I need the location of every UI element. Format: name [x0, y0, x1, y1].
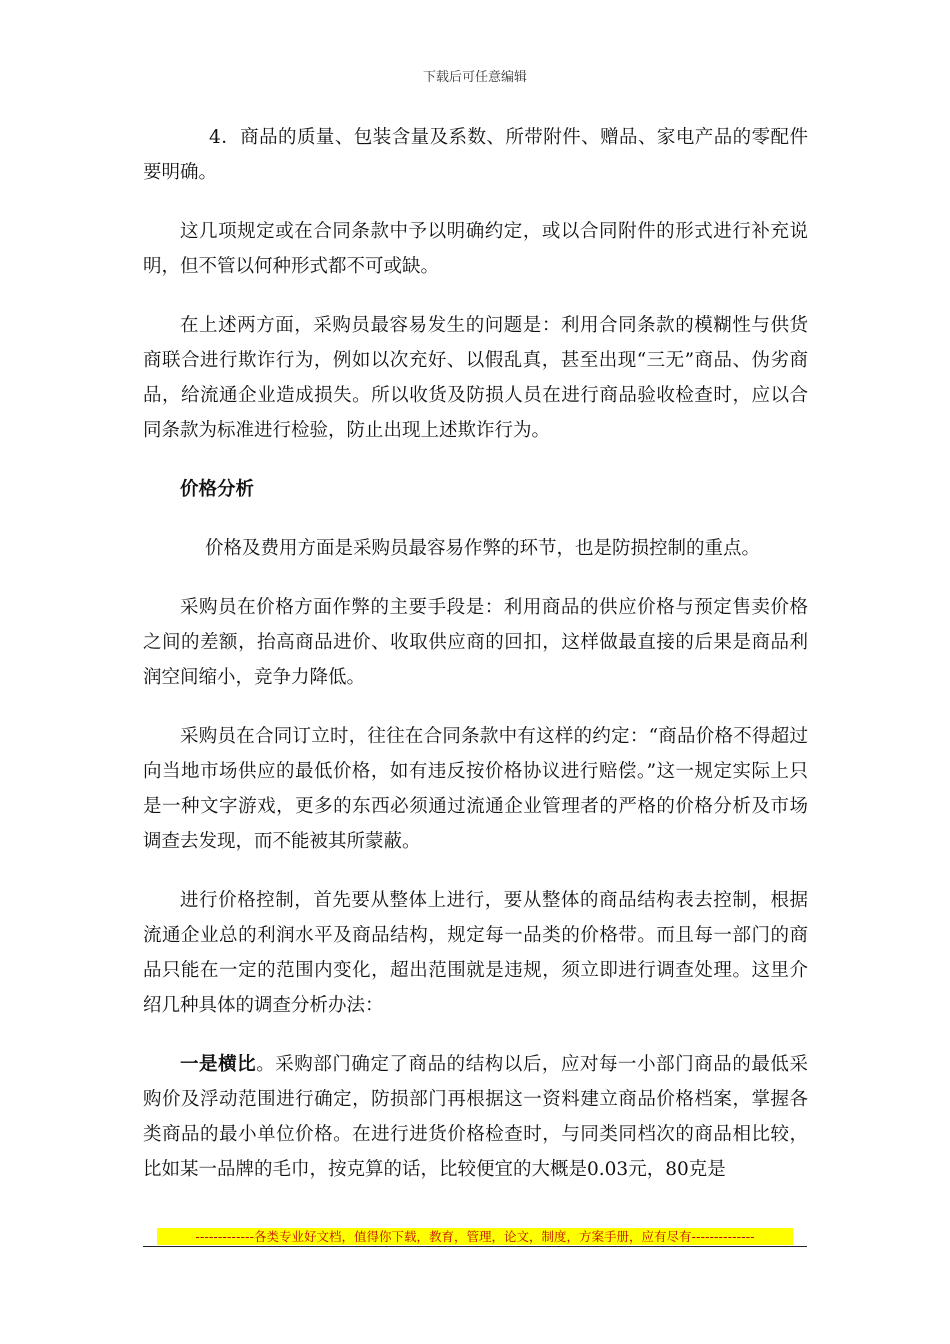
- paragraph-body-horizontal: 。采购部门确定了商品的结构以后，应对每一小部门商品的最低采购价及浮动范围进行确定，防损部门再根据这一资料建立商品价格档案，掌握各类商品的最小单位价格。在进行进货价格检查时，与同类同档次的商品相比较，比如某一品牌的毛巾，按克算的话，比较便宜的大概是0.03元，80克是: [143, 1054, 808, 1180]
- paragraph-price-fraud-means: 采购员在价格方面作弊的主要手段是：利用商品的供应价格与预定售卖价格之间的差额，抬高商品进价、收取供应商的回扣，这样做最直接的后果是商品利润空间缩小，竞争力降低。: [143, 597, 808, 688]
- footer-banner: -------------各类专业好文档，值得你下载，教育，管理，论文，制度，方案手册，应有尽有--------------: [157, 1228, 793, 1245]
- paragraph-lead-horizontal: 一是横比: [180, 1054, 257, 1075]
- footer-divider: [143, 1246, 807, 1247]
- paragraph-contract-clause: 采购员在合同订立时，往往在合同条款中有这样的约定：“商品价格不得超过向当地市场供应的最低价格，如有违反按价格协议进行赔偿。”这一规定实际上只是一种文字游戏，更多的东西必须通过流通企业管理者的严格的价格分析及市场调查去发现，而不能被其所蒙蔽。: [143, 726, 808, 852]
- paragraph-price-control: 进行价格控制，首先要从整体上进行，要从整体的商品结构表去控制，根据流通企业总的利润水平及商品结构，规定每一品类的价格带。而且每一部门的商品只能在一定的范围内变化，超出范围就是违规，须立即进行调查处理。这里介绍几种具体的调查分析办法：: [143, 890, 808, 1016]
- paragraph-horizontal-compare: [143, 1047, 808, 1187]
- page-header-note: 下载后可任意编辑: [422, 70, 527, 85]
- paragraph-fraud-risk: 在上述两方面，采购员最容易发生的问题是：利用合同条款的模糊性与供货商联合进行欺诈行为，例如以次充好、以假乱真，甚至出现“三无”商品、伪劣商品，给流通企业造成损失。所以收货及防损人员在进行商品验收检查时，应以合同条款为标准进行检验，防止出现上述欺诈行为。: [143, 315, 808, 441]
- paragraph-item-4: 4．商品的质量、包装含量及系数、所带附件、赠品、家电产品的零配件要明确。: [143, 127, 808, 183]
- section-heading-price-analysis: 价格分析: [180, 479, 255, 500]
- document-body: [143, 120, 808, 1211]
- paragraph-price-intro: 价格及费用方面是采购员最容易作弊的环节，也是防损控制的重点。: [205, 538, 761, 559]
- paragraph-provisions: 这几项规定或在合同条款中予以明确约定，或以合同附件的形式进行补充说明，但不管以何种形式都不可或缺。: [143, 221, 808, 277]
